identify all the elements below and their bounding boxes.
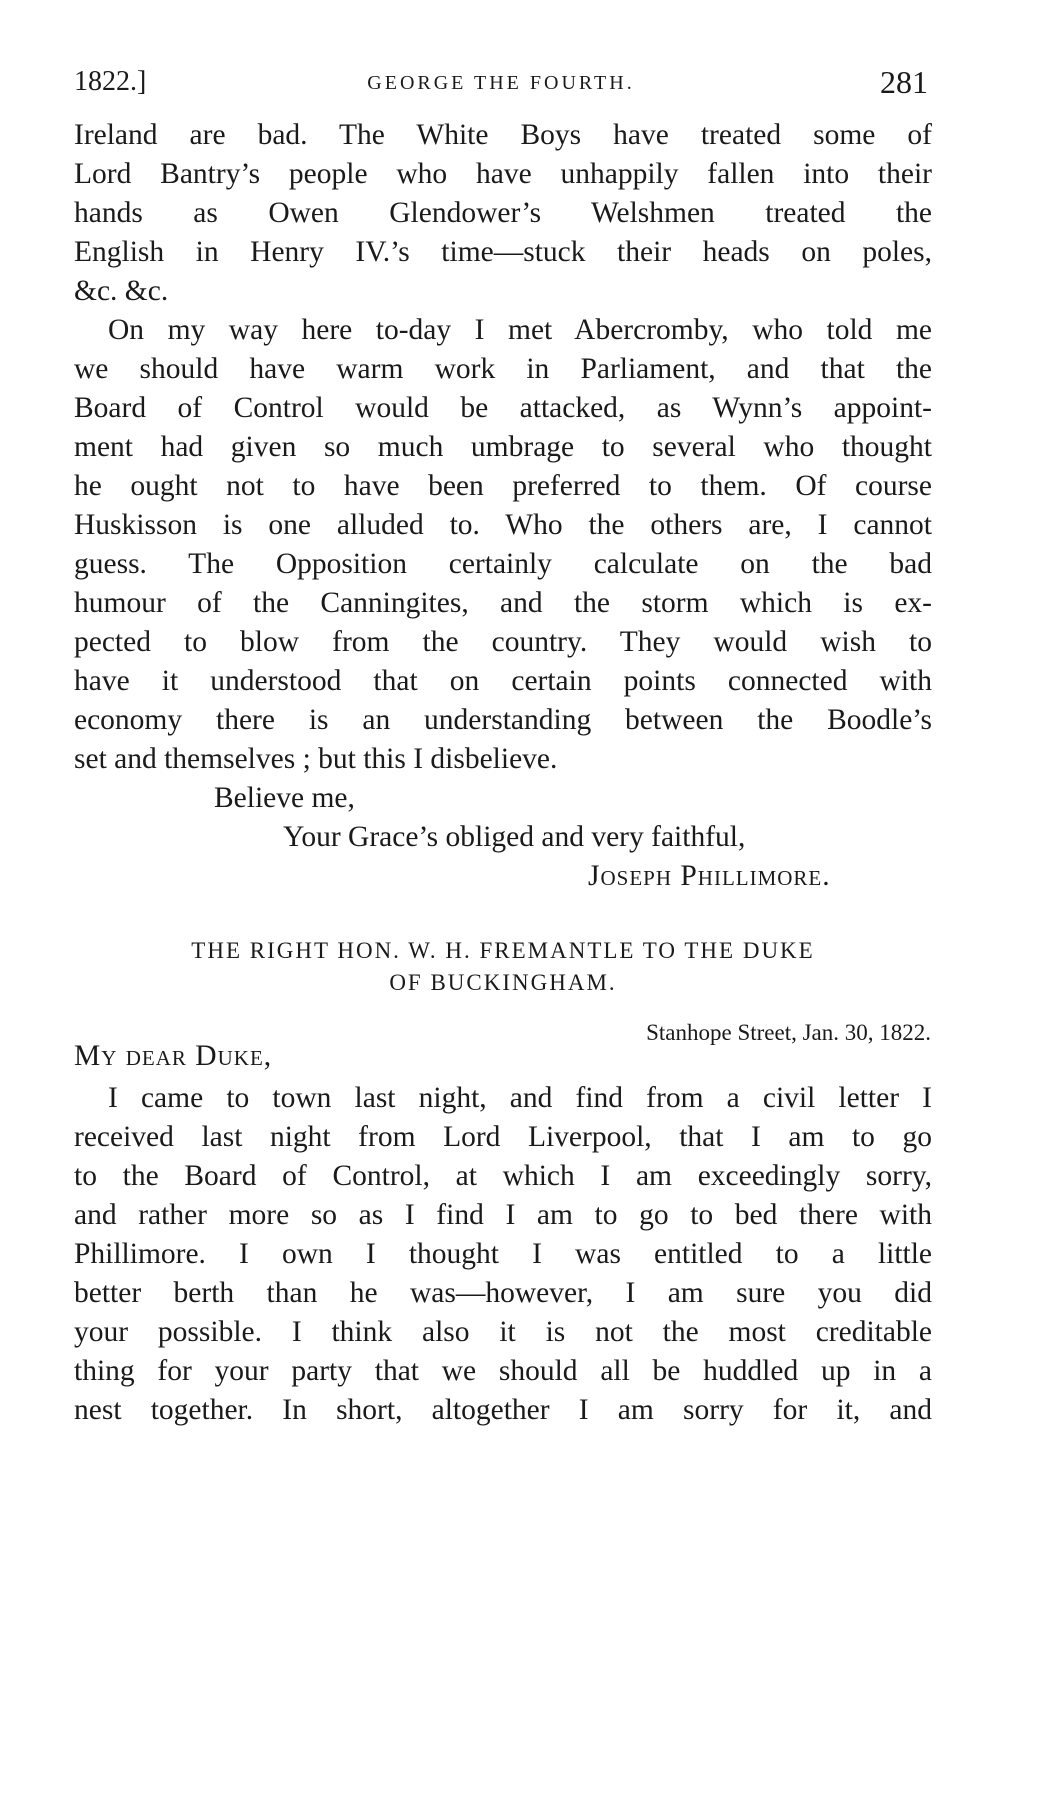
salutation: My dear Duke, [74, 1040, 273, 1072]
dateline: Stanhope Street, Jan. 30, 1822. [646, 1020, 931, 1045]
text-line: thing for your party that we should all be huddled up in a [74, 1355, 932, 1387]
signature: Joseph Phillimore. [588, 860, 831, 892]
text-line: set and themselves ; but this I disbelieve. [74, 743, 558, 775]
text-line: Board of Control would be attacked, as Wynn’s appoint- [74, 392, 932, 424]
text-line: received last night from Lord Liverpool, that I am to go [74, 1121, 932, 1153]
text-line: I came to town last night, and find from a civil letter I [108, 1082, 932, 1114]
text-line: to the Board of Control, at which I am exceedingly sorry, [74, 1160, 932, 1192]
text-line: Ireland are bad. The White Boys have treated some of [74, 119, 932, 151]
text-line: English in Henry IV.’s time—stuck their heads on poles, [74, 236, 932, 268]
running-header [74, 66, 928, 106]
text-line: guess. The Opposition certainly calculate on the bad [74, 548, 932, 580]
page-number: 281 [880, 64, 928, 100]
text-line: ment had given so much umbrage to several who thought [74, 431, 932, 463]
letter-heading: THE RIGHT HON. W. H. FREMANTLE TO THE DUKE [191, 938, 815, 963]
text-line: Phillimore. I own I thought I was entitled to a little [74, 1238, 932, 1270]
text-line: your possible. I think also it is not the most creditable [74, 1316, 932, 1348]
closing-line: Your Grace’s obliged and very faithful, [283, 821, 746, 853]
text-line: better berth than he was—however, I am sure you did [74, 1277, 932, 1309]
text-line: he ought not to have been preferred to them. Of course [74, 470, 932, 502]
text-line: Huskisson is one alluded to. Who the others are, I cannot [74, 509, 932, 541]
text-line: economy there is an understanding between the Boodle’s [74, 704, 932, 736]
text-line: and rather more so as I find I am to go to bed there with [74, 1199, 932, 1231]
closing-line: Believe me, [214, 782, 355, 814]
text-line: humour of the Canningites, and the storm which is ex- [74, 587, 932, 619]
text-line: On my way here to-day I met Abercromby, who told me [108, 314, 932, 346]
text-line: hands as Owen Glendower’s Welshmen treated the [74, 197, 932, 229]
letter-heading: OF BUCKINGHAM. [389, 970, 617, 995]
text-line: nest together. In short, altogether I am sorry for it, and [74, 1394, 932, 1426]
text-line: &c. &c. [74, 275, 169, 307]
text-line: Lord Bantry’s people who have unhappily fallen into their [74, 158, 932, 190]
header-title: GEORGE THE FOURTH. [367, 72, 635, 94]
text-line: pected to blow from the country. They would wish to [74, 626, 932, 658]
text-line: we should have warm work in Parliament, and that the [74, 353, 932, 385]
header-year: 1822.] [74, 66, 147, 97]
text-line: have it understood that on certain points connected with [74, 665, 932, 697]
